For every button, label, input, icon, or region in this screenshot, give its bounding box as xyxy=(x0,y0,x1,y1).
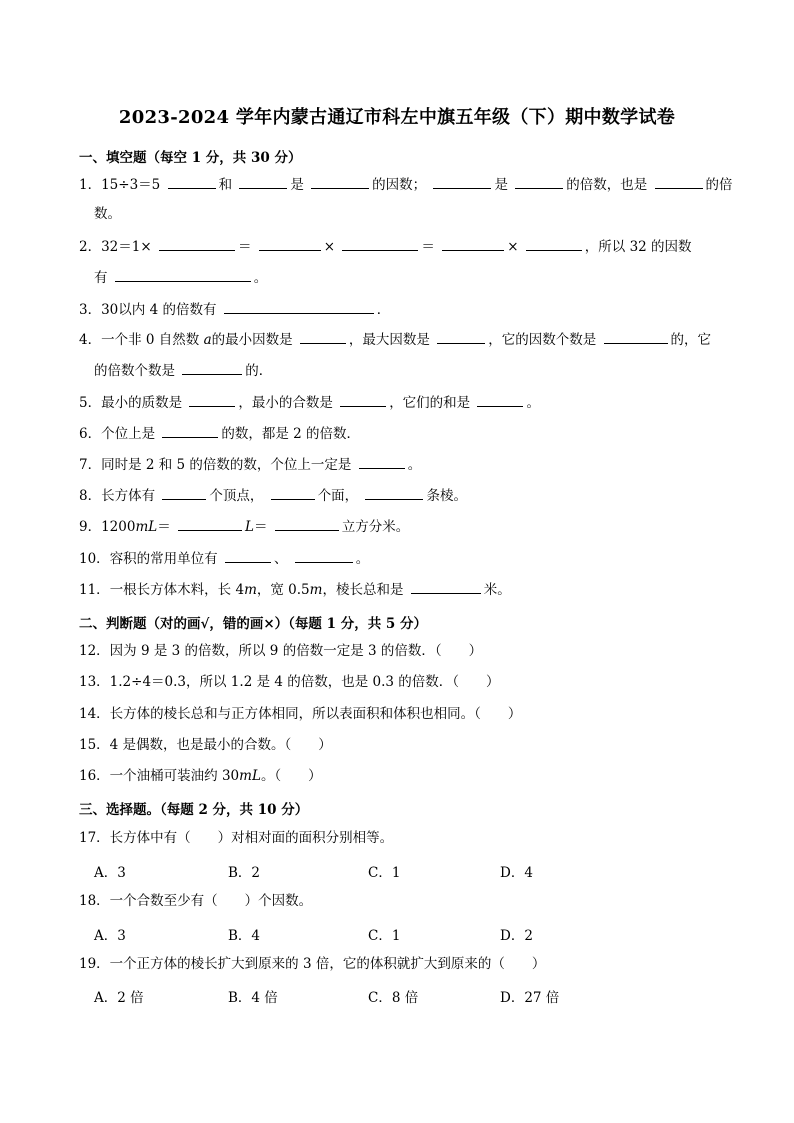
answer-blank[interactable] xyxy=(342,237,418,251)
question-8: 8．长方体有 个顶点， 个面， 条棱。 xyxy=(79,488,467,504)
section-2-heading: 二、判断题（对的画√，错的画×）（每题 1 分，共 5 分） xyxy=(79,616,428,632)
option-d[interactable]: D．27 倍 xyxy=(500,990,560,1006)
answer-blank[interactable] xyxy=(295,549,353,563)
exam-title: 2023-2024 学年内蒙古通辽市科左中旗五年级（下）期中数学试卷 xyxy=(118,107,676,128)
answer-blank[interactable] xyxy=(604,330,668,344)
option-a[interactable]: A．3 xyxy=(94,928,126,944)
answer-blank[interactable] xyxy=(162,424,218,438)
option-d[interactable]: D．2 xyxy=(500,928,533,944)
answer-blank[interactable] xyxy=(224,300,374,314)
answer-blank[interactable] xyxy=(340,393,386,407)
question-7: 7．同时是 2 和 5 的倍数的数，个位上一定是 。 xyxy=(79,457,422,473)
answer-blank[interactable] xyxy=(300,330,346,344)
option-b[interactable]: B．4 xyxy=(228,928,261,944)
question-2: 2．32＝1× ＝ × ＝ × ，所以 32 的因数 xyxy=(79,239,692,255)
question-13: 13．1.2÷4＝0.3，所以 1.2 是 4 的倍数，也是 0.3 的倍数．（ ） xyxy=(79,674,500,690)
option-a[interactable]: A．3 xyxy=(94,865,126,881)
question-6: 6．个位上是 的数，都是 2 的倍数． xyxy=(79,426,361,442)
answer-blank[interactable] xyxy=(437,330,485,344)
question-12: 12．因为 9 是 3 的倍数，所以 9 的倍数一定是 3 的倍数．（ ） xyxy=(79,643,483,659)
answer-blank[interactable] xyxy=(259,237,321,251)
section-1-heading: 一、填空题（每空 1 分，共 30 分） xyxy=(79,150,302,166)
answer-blank[interactable] xyxy=(239,175,287,189)
question-4: 4．一个非 0 自然数 a的最小因数是 ，最大因数是 ，它的因数个数是 的，它 xyxy=(79,332,712,348)
answer-blank[interactable] xyxy=(162,486,206,500)
option-b[interactable]: B．2 xyxy=(228,865,261,881)
question-11: 11．一根长方体木料，长 4m，宽 0.5m，棱长总和是 米。 xyxy=(79,582,511,598)
question-5: 5．最小的质数是 ，最小的合数是 ，它们的和是 。 xyxy=(79,395,540,411)
option-a[interactable]: A．2 倍 xyxy=(94,990,144,1006)
question-3: 3．30以内 4 的倍数有 ． xyxy=(79,302,391,318)
answer-blank[interactable] xyxy=(655,175,703,189)
question-19: 19．一个正方体的棱长扩大到原来的 3 倍，它的体积就扩大到原来的（ ） xyxy=(79,956,546,972)
option-c[interactable]: C．1 xyxy=(368,865,401,881)
question-9: 9．1200mL＝ L＝ 立方分米。 xyxy=(79,519,410,535)
answer-blank[interactable] xyxy=(168,175,216,189)
section-3-heading: 三、选择题。（每题 2 分，共 10 分） xyxy=(79,802,309,818)
answer-blank[interactable] xyxy=(515,175,563,189)
question-1-continued: 数。 xyxy=(94,206,121,222)
question-10: 10．容积的常用单位有 、 。 xyxy=(79,551,370,567)
answer-blank[interactable] xyxy=(365,486,423,500)
answer-blank[interactable] xyxy=(115,268,251,282)
answer-blank[interactable] xyxy=(225,549,271,563)
answer-blank[interactable] xyxy=(477,393,523,407)
question-14: 14．长方体的棱长总和与正方体相同，所以表面积和体积也相同。（ ） xyxy=(79,706,522,722)
answer-blank[interactable] xyxy=(433,175,491,189)
question-16: 16．一个油桶可装油约 30mL。（ ） xyxy=(79,768,322,784)
question-2-continued: 有 。 xyxy=(94,270,268,286)
question-18: 18．一个合数至少有（ ）个因数。 xyxy=(79,893,313,909)
question-15: 15．4 是偶数，也是最小的合数。（ ） xyxy=(79,737,332,753)
answer-blank[interactable] xyxy=(526,237,582,251)
answer-blank[interactable] xyxy=(178,517,242,531)
answer-blank[interactable] xyxy=(182,361,242,375)
answer-blank[interactable] xyxy=(159,237,235,251)
question-4-continued: 的倍数个数是 的． xyxy=(94,363,273,379)
answer-blank[interactable] xyxy=(359,455,405,469)
option-c[interactable]: C．8 倍 xyxy=(368,990,419,1006)
answer-blank[interactable] xyxy=(271,486,315,500)
answer-blank[interactable] xyxy=(442,237,504,251)
answer-blank[interactable] xyxy=(275,517,339,531)
answer-blank[interactable] xyxy=(411,580,481,594)
option-d[interactable]: D．4 xyxy=(500,865,533,881)
question-1: 1．15÷3＝5 和 是 的因数； 是 的倍数，也是 的倍 xyxy=(79,177,733,193)
answer-blank[interactable] xyxy=(311,175,369,189)
option-b[interactable]: B．4 倍 xyxy=(228,990,278,1006)
answer-blank[interactable] xyxy=(189,393,235,407)
question-17: 17．长方体中有（ ）对相对面的面积分别相等。 xyxy=(79,830,394,846)
option-c[interactable]: C．1 xyxy=(368,928,401,944)
